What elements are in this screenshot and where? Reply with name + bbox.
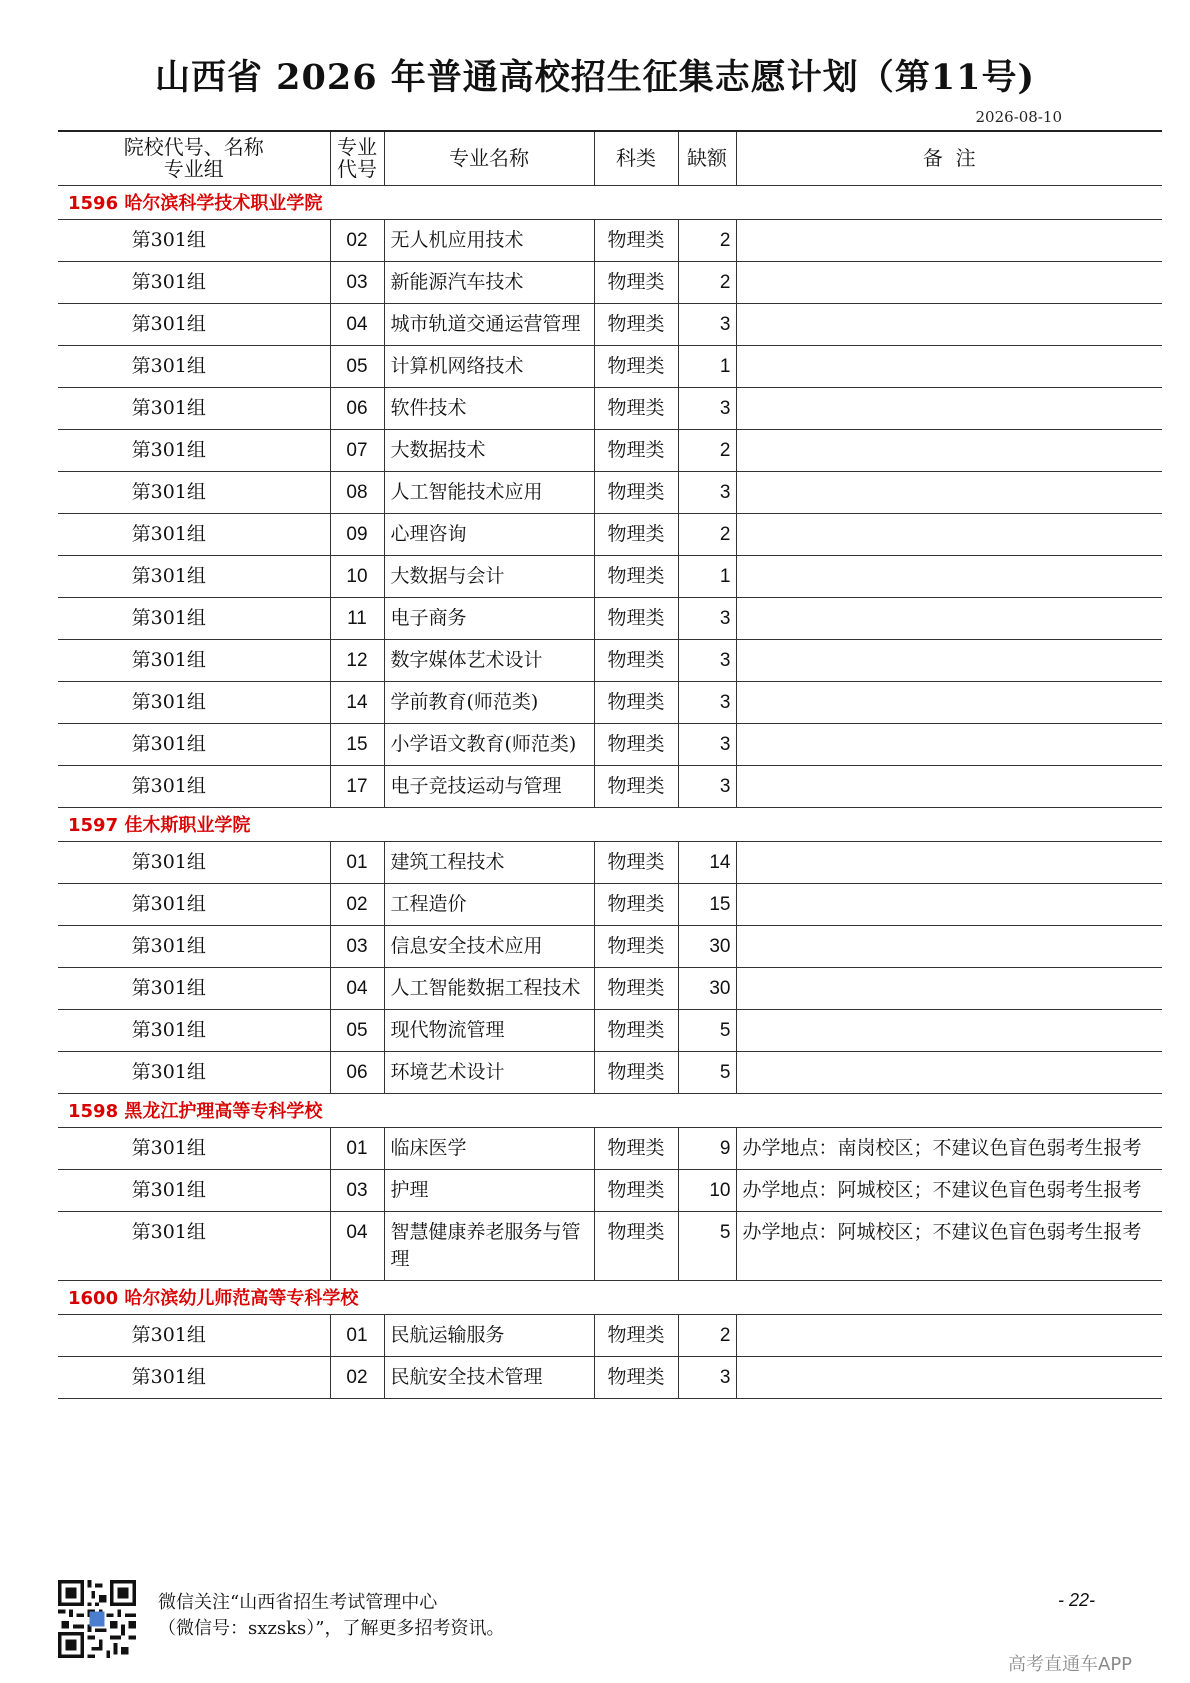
footer-line-1: 微信关注“山西省招生考试管理中心 (158, 1592, 438, 1613)
cell-note (736, 967, 1162, 1009)
cell-quota: 3 (678, 471, 736, 513)
cell-name: 民航安全技术管理 (384, 1356, 594, 1398)
cell-category: 物理类 (594, 555, 678, 597)
table-row (58, 967, 1162, 1009)
cell-quota: 15 (678, 883, 736, 925)
table-row (58, 1356, 1162, 1398)
cell-quota: 2 (678, 261, 736, 303)
cell-quota: 30 (678, 925, 736, 967)
table-row (58, 1169, 1162, 1211)
cell-category: 物理类 (594, 345, 678, 387)
cell-quota: 2 (678, 1314, 736, 1356)
cell-name: 小学语文教育(师范类) (384, 723, 594, 765)
table-row (58, 723, 1162, 765)
cell-note: 办学地点：阿城校区；不建议色盲色弱考生报考 (736, 1169, 1162, 1211)
cell-name: 电子商务 (384, 597, 594, 639)
cell-code: 04 (330, 1211, 384, 1280)
school-name: 1598 黑龙江护理高等专科学校 (58, 1093, 1162, 1127)
cell-quota: 3 (678, 303, 736, 345)
cell-code: 01 (330, 841, 384, 883)
cell-code: 03 (330, 261, 384, 303)
table-row (58, 303, 1162, 345)
cell-group: 第301组 (58, 681, 330, 723)
cell-category: 物理类 (594, 261, 678, 303)
table-row (58, 925, 1162, 967)
cell-note (736, 303, 1162, 345)
cell-group: 第301组 (58, 1169, 330, 1211)
cell-group: 第301组 (58, 219, 330, 261)
cell-code: 01 (330, 1127, 384, 1169)
cell-note (736, 723, 1162, 765)
cell-quota: 5 (678, 1009, 736, 1051)
cell-group: 第301组 (58, 925, 330, 967)
cell-quota: 2 (678, 429, 736, 471)
table-row (58, 765, 1162, 807)
cell-note (736, 1051, 1162, 1093)
table-header-row (58, 131, 1162, 185)
cell-code: 08 (330, 471, 384, 513)
table-row (58, 1051, 1162, 1093)
table-row (58, 597, 1162, 639)
footer (58, 1580, 1162, 1670)
plan-table-body (58, 185, 1162, 1398)
cell-quota: 5 (678, 1211, 736, 1280)
cell-code: 06 (330, 387, 384, 429)
cell-note (736, 597, 1162, 639)
cell-group: 第301组 (58, 765, 330, 807)
cell-category: 物理类 (594, 925, 678, 967)
cell-quota: 30 (678, 967, 736, 1009)
table-row (58, 471, 1162, 513)
cell-quota: 3 (678, 639, 736, 681)
cell-name: 民航运输服务 (384, 1314, 594, 1356)
cell-group: 第301组 (58, 429, 330, 471)
cell-note (736, 345, 1162, 387)
school-name: 1596 哈尔滨科学技术职业学院 (58, 185, 1162, 219)
page-title: 山西省 2026 年普通高校招生征集志愿计划（第11号) (154, 57, 1036, 98)
school-row (58, 1280, 1162, 1314)
cell-code: 01 (330, 1314, 384, 1356)
cell-group: 第301组 (58, 883, 330, 925)
cell-category: 物理类 (594, 513, 678, 555)
cell-category: 物理类 (594, 303, 678, 345)
cell-category: 物理类 (594, 967, 678, 1009)
table-row (58, 883, 1162, 925)
cell-category: 物理类 (594, 723, 678, 765)
footer-text (158, 1590, 504, 1642)
cell-group: 第301组 (58, 1009, 330, 1051)
cell-group: 第301组 (58, 1211, 330, 1280)
cell-group: 第301组 (58, 345, 330, 387)
cell-code: 02 (330, 219, 384, 261)
school-name: 1597 佳木斯职业学院 (58, 807, 1162, 841)
cell-note (736, 765, 1162, 807)
school-row (58, 185, 1162, 219)
cell-code: 12 (330, 639, 384, 681)
cell-category: 物理类 (594, 1211, 678, 1280)
cell-name: 软件技术 (384, 387, 594, 429)
cell-category: 物理类 (594, 471, 678, 513)
cell-code: 10 (330, 555, 384, 597)
cell-name: 学前教育(师范类) (384, 681, 594, 723)
cell-code: 02 (330, 883, 384, 925)
cell-category: 物理类 (594, 1169, 678, 1211)
cell-code: 15 (330, 723, 384, 765)
cell-quota: 14 (678, 841, 736, 883)
cell-category: 物理类 (594, 219, 678, 261)
cell-name: 人工智能数据工程技术 (384, 967, 594, 1009)
cell-name: 大数据与会计 (384, 555, 594, 597)
cell-group: 第301组 (58, 841, 330, 883)
cell-note (736, 471, 1162, 513)
cell-code: 07 (330, 429, 384, 471)
cell-note (736, 681, 1162, 723)
table-row (58, 261, 1162, 303)
cell-note (736, 1356, 1162, 1398)
cell-quota: 3 (678, 681, 736, 723)
cell-name: 电子竞技运动与管理 (384, 765, 594, 807)
cell-group: 第301组 (58, 1314, 330, 1356)
cell-category: 物理类 (594, 1356, 678, 1398)
cell-name: 数字媒体艺术设计 (384, 639, 594, 681)
table-row (58, 1127, 1162, 1169)
cell-category: 物理类 (594, 429, 678, 471)
cell-code: 04 (330, 303, 384, 345)
cell-note (736, 513, 1162, 555)
cell-name: 无人机应用技术 (384, 219, 594, 261)
header-code: 专业 代号 (330, 131, 384, 185)
table-row (58, 345, 1162, 387)
cell-note (736, 219, 1162, 261)
cell-note (736, 883, 1162, 925)
cell-quota: 3 (678, 723, 736, 765)
cell-name: 临床医学 (384, 1127, 594, 1169)
page-number: - 22- (1058, 1590, 1096, 1610)
cell-name: 工程造价 (384, 883, 594, 925)
table-row (58, 513, 1162, 555)
cell-code: 06 (330, 1051, 384, 1093)
cell-note (736, 925, 1162, 967)
cell-quota: 5 (678, 1051, 736, 1093)
cell-group: 第301组 (58, 387, 330, 429)
cell-group: 第301组 (58, 1356, 330, 1398)
cell-code: 02 (330, 1356, 384, 1398)
cell-category: 物理类 (594, 841, 678, 883)
footer-line-2: （微信号：sxzsks）”，了解更多招考资讯。 (158, 1618, 505, 1639)
cell-group: 第301组 (58, 639, 330, 681)
cell-group: 第301组 (58, 513, 330, 555)
cell-group: 第301组 (58, 471, 330, 513)
cell-category: 物理类 (594, 597, 678, 639)
publish-date: 2026-08-10 (975, 108, 1062, 126)
cell-group: 第301组 (58, 261, 330, 303)
table-row (58, 555, 1162, 597)
cell-code: 14 (330, 681, 384, 723)
table-row (58, 387, 1162, 429)
cell-note: 办学地点：阿城校区；不建议色盲色弱考生报考 (736, 1211, 1162, 1280)
cell-code: 17 (330, 765, 384, 807)
cell-note (736, 429, 1162, 471)
cell-group: 第301组 (58, 1127, 330, 1169)
cell-name: 护理 (384, 1169, 594, 1211)
cell-quota: 10 (678, 1169, 736, 1211)
school-name: 1600 哈尔滨幼儿师范高等专科学校 (58, 1280, 1162, 1314)
table-row (58, 639, 1162, 681)
cell-code: 09 (330, 513, 384, 555)
cell-group: 第301组 (58, 597, 330, 639)
cell-note (736, 1009, 1162, 1051)
cell-group: 第301组 (58, 555, 330, 597)
cell-name: 人工智能技术应用 (384, 471, 594, 513)
cell-name: 计算机网络技术 (384, 345, 594, 387)
cell-category: 物理类 (594, 387, 678, 429)
cell-group: 第301组 (58, 1051, 330, 1093)
cell-name: 信息安全技术应用 (384, 925, 594, 967)
cell-category: 物理类 (594, 1009, 678, 1051)
cell-note (736, 555, 1162, 597)
plan-table (58, 130, 1162, 1399)
cell-quota: 1 (678, 555, 736, 597)
table-row (58, 841, 1162, 883)
cell-quota: 9 (678, 1127, 736, 1169)
cell-note: 办学地点：南岗校区；不建议色盲色弱考生报考 (736, 1127, 1162, 1169)
cell-note (736, 387, 1162, 429)
cell-group: 第301组 (58, 303, 330, 345)
table-row (58, 429, 1162, 471)
cell-note (736, 639, 1162, 681)
cell-quota: 2 (678, 219, 736, 261)
cell-name: 环境艺术设计 (384, 1051, 594, 1093)
table-row (58, 219, 1162, 261)
cell-quota: 1 (678, 345, 736, 387)
cell-quota: 3 (678, 597, 736, 639)
school-row (58, 807, 1162, 841)
table-row (58, 681, 1162, 723)
cell-name: 大数据技术 (384, 429, 594, 471)
header-name: 专业名称 (384, 131, 594, 185)
table-row (58, 1009, 1162, 1051)
cell-category: 物理类 (594, 1051, 678, 1093)
cell-note (736, 1314, 1162, 1356)
cell-category: 物理类 (594, 883, 678, 925)
cell-code: 04 (330, 967, 384, 1009)
cell-category: 物理类 (594, 1127, 678, 1169)
header-quota: 缺额 (678, 131, 736, 185)
watermark: 高考直通车APP (1008, 1654, 1133, 1675)
school-row (58, 1093, 1162, 1127)
cell-code: 11 (330, 597, 384, 639)
cell-group: 第301组 (58, 723, 330, 765)
cell-quota: 3 (678, 387, 736, 429)
cell-code: 05 (330, 345, 384, 387)
cell-name: 心理咨询 (384, 513, 594, 555)
cell-code: 05 (330, 1009, 384, 1051)
cell-quota: 3 (678, 765, 736, 807)
cell-name: 智慧健康养老服务与管理 (384, 1211, 594, 1280)
cell-code: 03 (330, 1169, 384, 1211)
cell-quota: 2 (678, 513, 736, 555)
cell-category: 物理类 (594, 765, 678, 807)
header-group: 院校代号、名称 专业组 (58, 131, 330, 185)
cell-quota: 3 (678, 1356, 736, 1398)
cell-name: 现代物流管理 (384, 1009, 594, 1051)
cell-category: 物理类 (594, 639, 678, 681)
cell-name: 新能源汽车技术 (384, 261, 594, 303)
table-row (58, 1314, 1162, 1356)
qr-code-icon (58, 1580, 136, 1658)
cell-name: 城市轨道交通运营管理 (384, 303, 594, 345)
cell-code: 03 (330, 925, 384, 967)
table-row (58, 1211, 1162, 1280)
cell-category: 物理类 (594, 681, 678, 723)
cell-note (736, 841, 1162, 883)
cell-name: 建筑工程技术 (384, 841, 594, 883)
header-note: 备 注 (736, 131, 1162, 185)
cell-note (736, 261, 1162, 303)
cell-category: 物理类 (594, 1314, 678, 1356)
header-category: 科类 (594, 131, 678, 185)
cell-group: 第301组 (58, 967, 330, 1009)
